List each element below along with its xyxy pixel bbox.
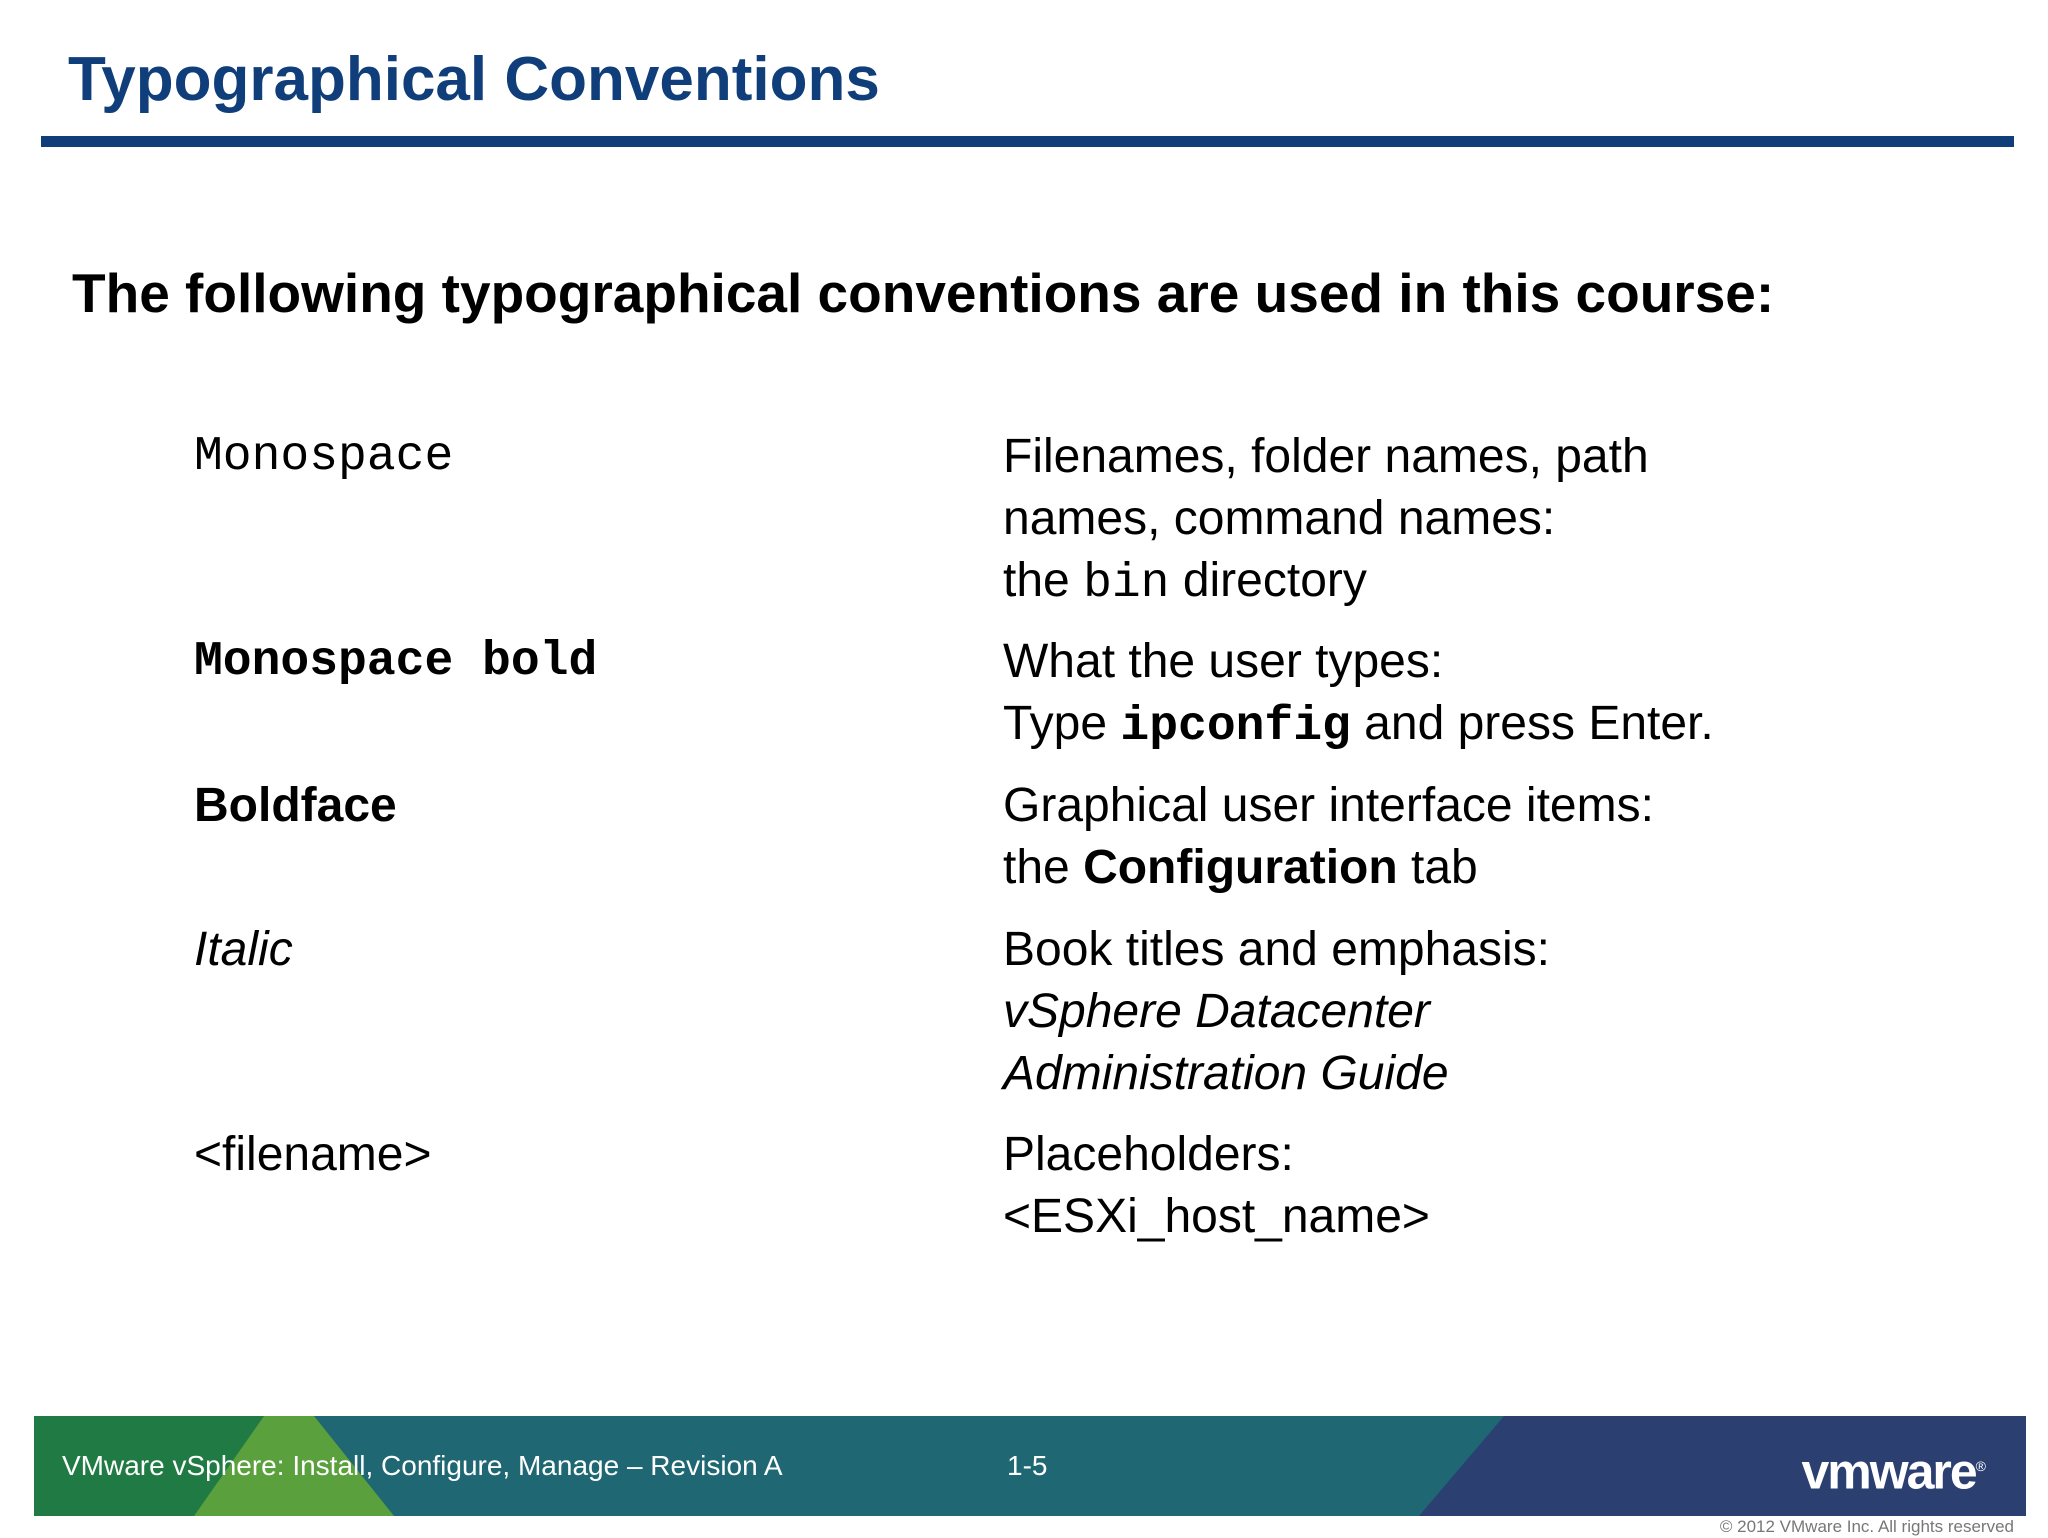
term-monospace-bold: Monospace bold — [194, 635, 598, 689]
footer-course-title: VMware vSphere: Install, Configure, Manage – Revision A — [62, 1450, 783, 1481]
intro-text: The following typographical conventions are used in this course: — [72, 262, 1775, 324]
gui-item-example: Configuration — [1083, 841, 1398, 894]
logo-text: vmware — [1801, 1443, 1976, 1500]
desc-line: Placeholders: — [1003, 1128, 1294, 1181]
slide-title: Typographical Conventions — [68, 45, 880, 114]
footer-page-number: 1-5 — [1007, 1450, 1048, 1481]
desc-text: the — [1003, 554, 1084, 607]
desc-line — [1003, 550, 1649, 615]
desc-line: Filenames, folder names, path — [1003, 430, 1649, 483]
desc-text: tab — [1397, 841, 1478, 894]
term-boldface: Boldface — [194, 779, 397, 832]
code-example: ipconfig — [1120, 700, 1351, 754]
term-monospace: Monospace — [194, 430, 454, 484]
footer-band — [34, 1416, 2026, 1516]
desc-italic — [1003, 919, 1550, 1105]
vmware-logo — [1801, 1416, 1986, 1516]
book-title-line: Administration Guide — [1003, 1047, 1449, 1100]
desc-boldface — [1003, 775, 1654, 899]
desc-text: Type — [1003, 697, 1121, 750]
desc-line: <ESXi_host_name> — [1003, 1190, 1430, 1243]
desc-line — [1003, 693, 1714, 758]
desc-line: What the user types: — [1003, 635, 1444, 688]
book-title-line: vSphere Datacenter — [1003, 985, 1430, 1038]
desc-line: names, command names: — [1003, 492, 1556, 545]
copyright-notice: © 2012 VMware Inc. All rights reserved — [1719, 1517, 2014, 1536]
desc-text: directory — [1169, 554, 1367, 607]
desc-monospace — [1003, 426, 1649, 615]
desc-line: Graphical user interface items: — [1003, 779, 1654, 832]
term-italic: Italic — [194, 923, 293, 976]
desc-text: the — [1003, 841, 1084, 894]
title-rule — [41, 136, 2014, 147]
registered-mark: ® — [1975, 1458, 1986, 1474]
desc-text: and press Enter. — [1350, 697, 1714, 750]
desc-monospace-bold — [1003, 631, 1714, 758]
desc-placeholder — [1003, 1124, 1430, 1248]
term-placeholder: <filename> — [194, 1128, 432, 1181]
desc-line: Book titles and emphasis: — [1003, 923, 1550, 976]
desc-line — [1003, 837, 1654, 899]
code-example: bin — [1083, 557, 1170, 611]
